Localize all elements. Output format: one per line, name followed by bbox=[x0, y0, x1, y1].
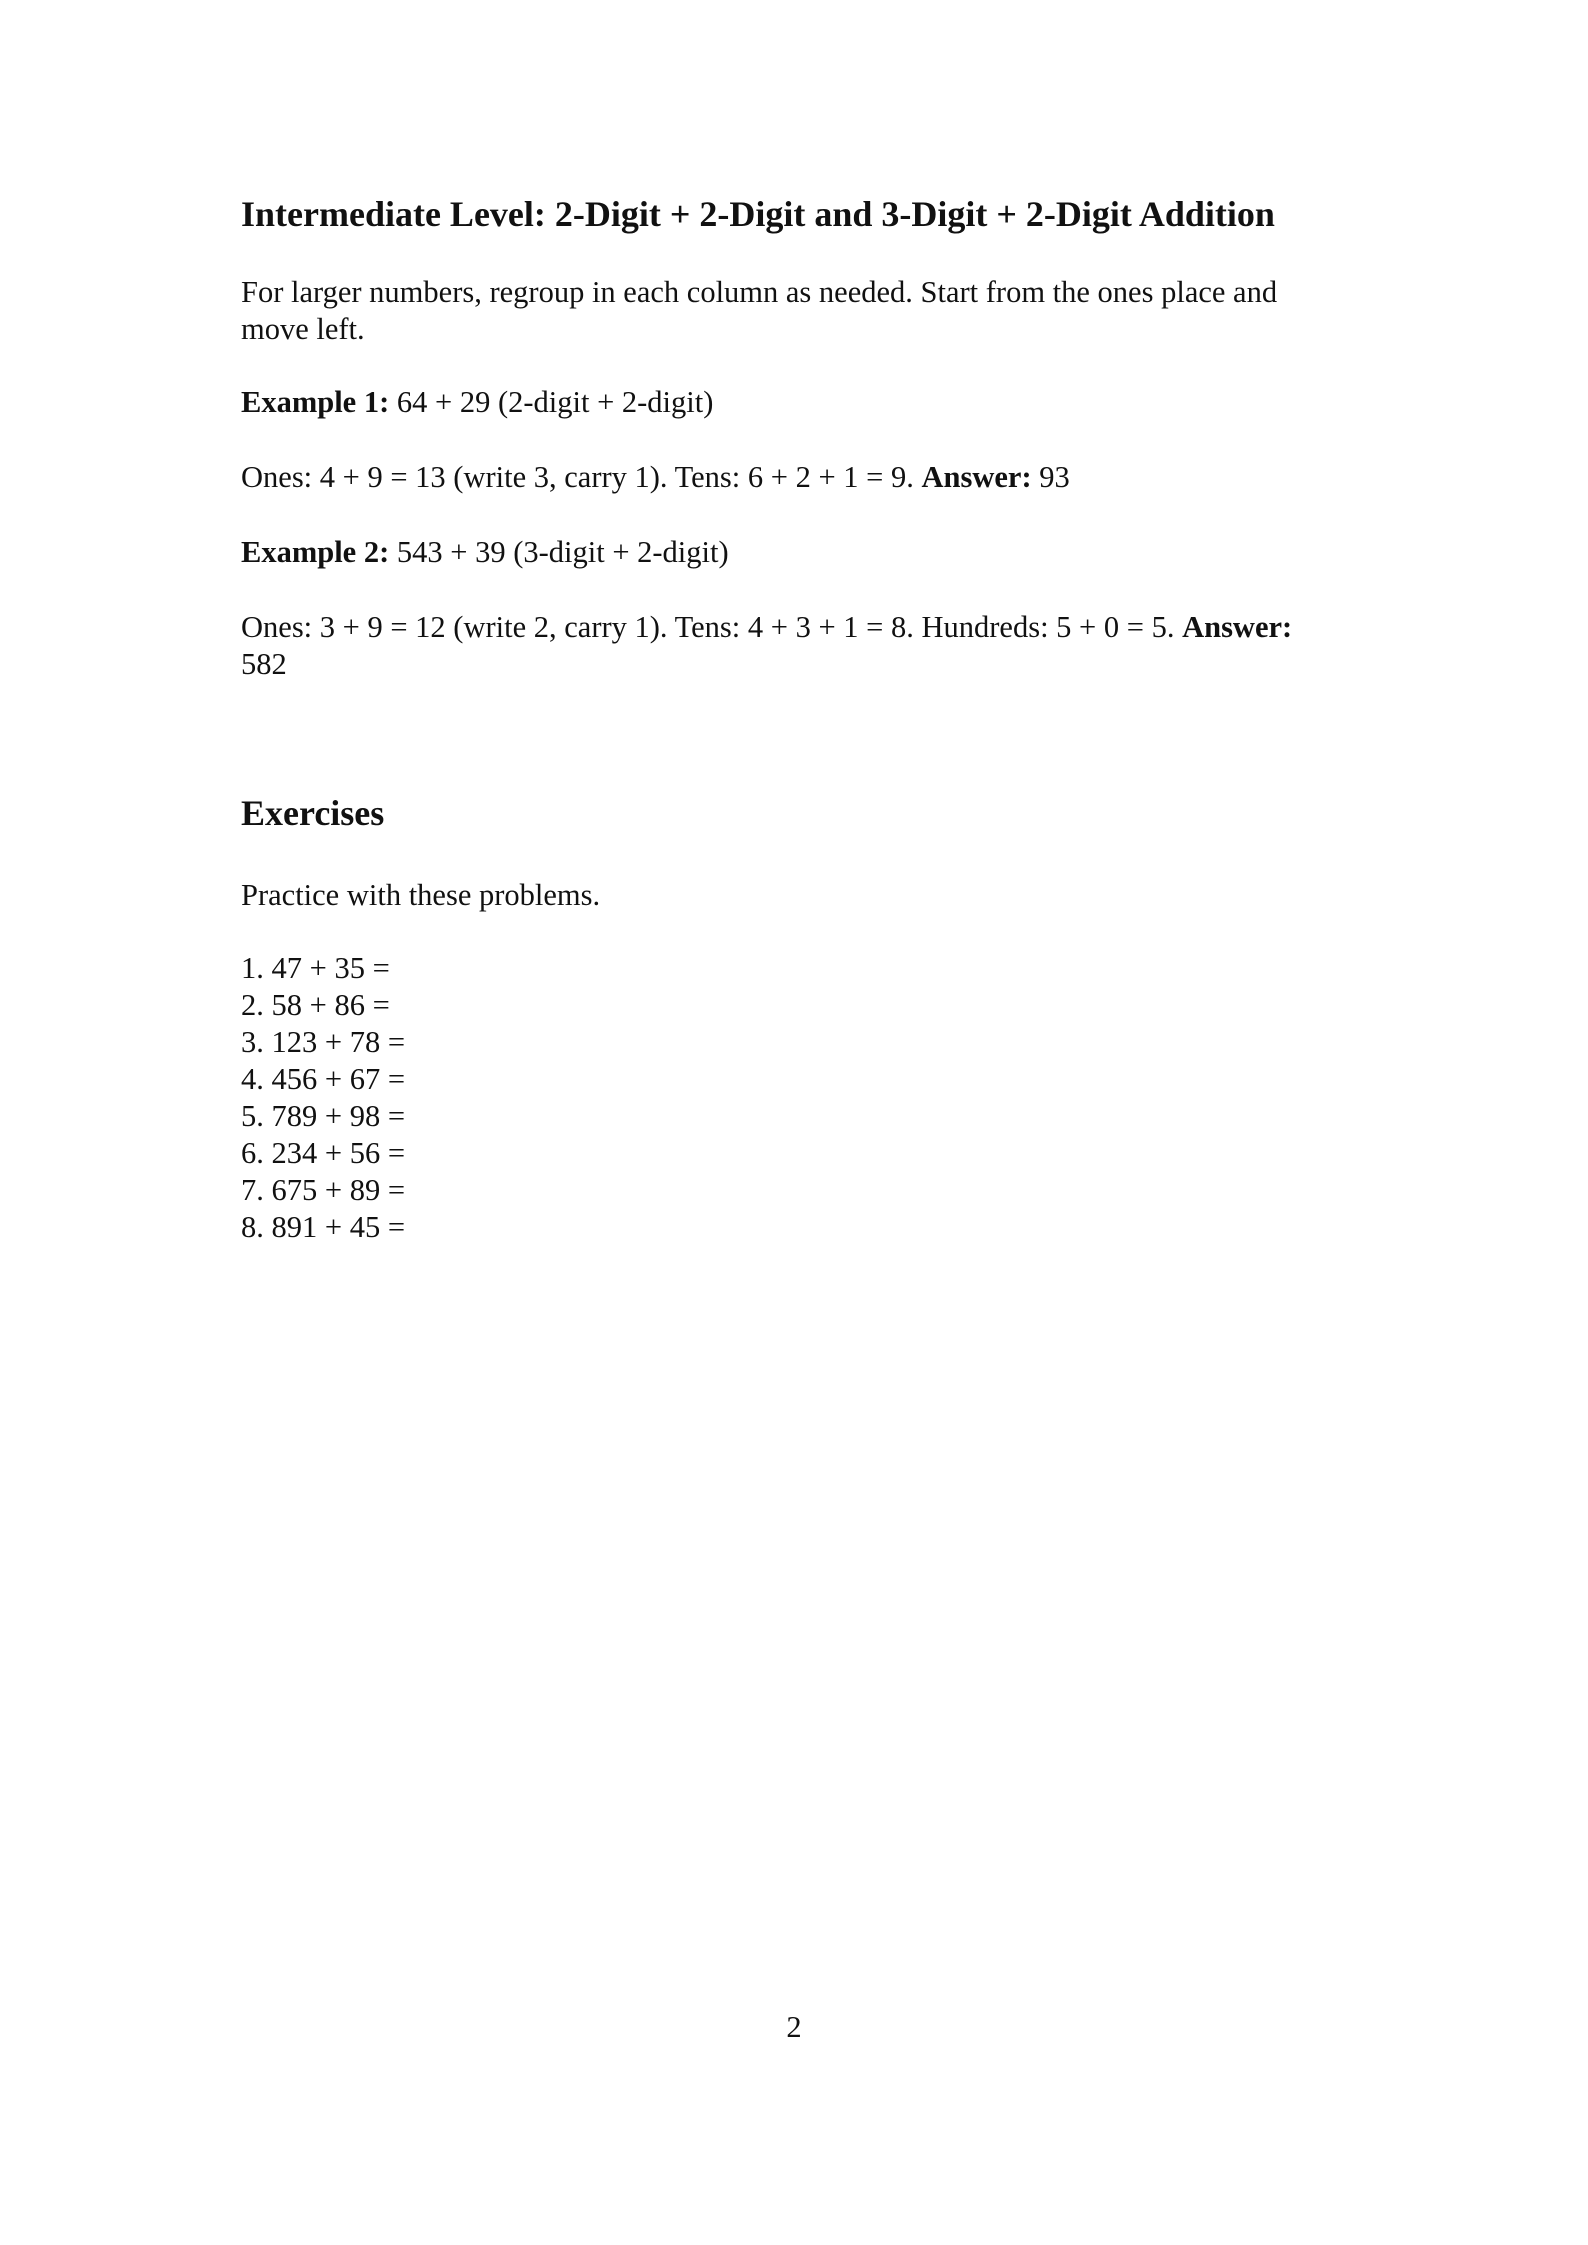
example-2-problem: 543 + 39 (3-digit + 2-digit) bbox=[389, 535, 729, 569]
example-1-answer-value: 93 bbox=[1031, 460, 1070, 494]
exercise-item: 4. 456 + 67 = bbox=[241, 1062, 406, 1096]
exercise-item: 3. 123 + 78 = bbox=[241, 1025, 406, 1059]
example-1-heading bbox=[241, 384, 713, 421]
intro-paragraph-line-1: For larger numbers, regroup in each column as needed. Start from the ones place and bbox=[241, 275, 1278, 309]
example-2-heading bbox=[241, 534, 729, 571]
exercises-intro: Practice with these problems. bbox=[241, 878, 601, 912]
exercise-list bbox=[241, 950, 405, 1246]
example-1-steps-text: Ones: 4 + 9 = 13 (write 3, carry 1). Tens: 6 + 2 + 1 = 9. bbox=[241, 460, 922, 494]
exercises-heading: Exercises bbox=[241, 793, 385, 833]
example-1-steps bbox=[241, 459, 1070, 496]
example-2-answer-value: 582 bbox=[241, 647, 287, 681]
example-2-steps bbox=[241, 609, 1292, 646]
exercise-item: 7. 675 + 89 = bbox=[241, 1173, 406, 1207]
exercise-item: 6. 234 + 56 = bbox=[241, 1136, 406, 1170]
section-heading: Intermediate Level: 2-Digit + 2-Digit and 3-Digit + 2-Digit Addition bbox=[241, 194, 1275, 234]
page-number: 2 bbox=[786, 2010, 802, 2044]
example-1-label: Example 1: bbox=[241, 385, 390, 419]
exercise-item: 8. 891 + 45 = bbox=[241, 1210, 406, 1244]
example-2-steps-text: Ones: 3 + 9 = 12 (write 2, carry 1). Tens: 4 + 3 + 1 = 8. Hundreds: 5 + 0 = 5. bbox=[241, 610, 1183, 644]
example-2-label: Example 2: bbox=[241, 535, 390, 569]
example-1-answer-label: Answer: bbox=[921, 460, 1032, 494]
exercise-item: 1. 47 + 35 = bbox=[241, 951, 390, 985]
example-2-answer-label: Answer: bbox=[1182, 610, 1293, 644]
exercise-item: 2. 58 + 86 = bbox=[241, 988, 390, 1022]
example-1-problem: 64 + 29 (2-digit + 2-digit) bbox=[389, 385, 714, 419]
exercise-item: 5. 789 + 98 = bbox=[241, 1099, 406, 1133]
intro-paragraph-line-2: move left. bbox=[241, 312, 365, 346]
